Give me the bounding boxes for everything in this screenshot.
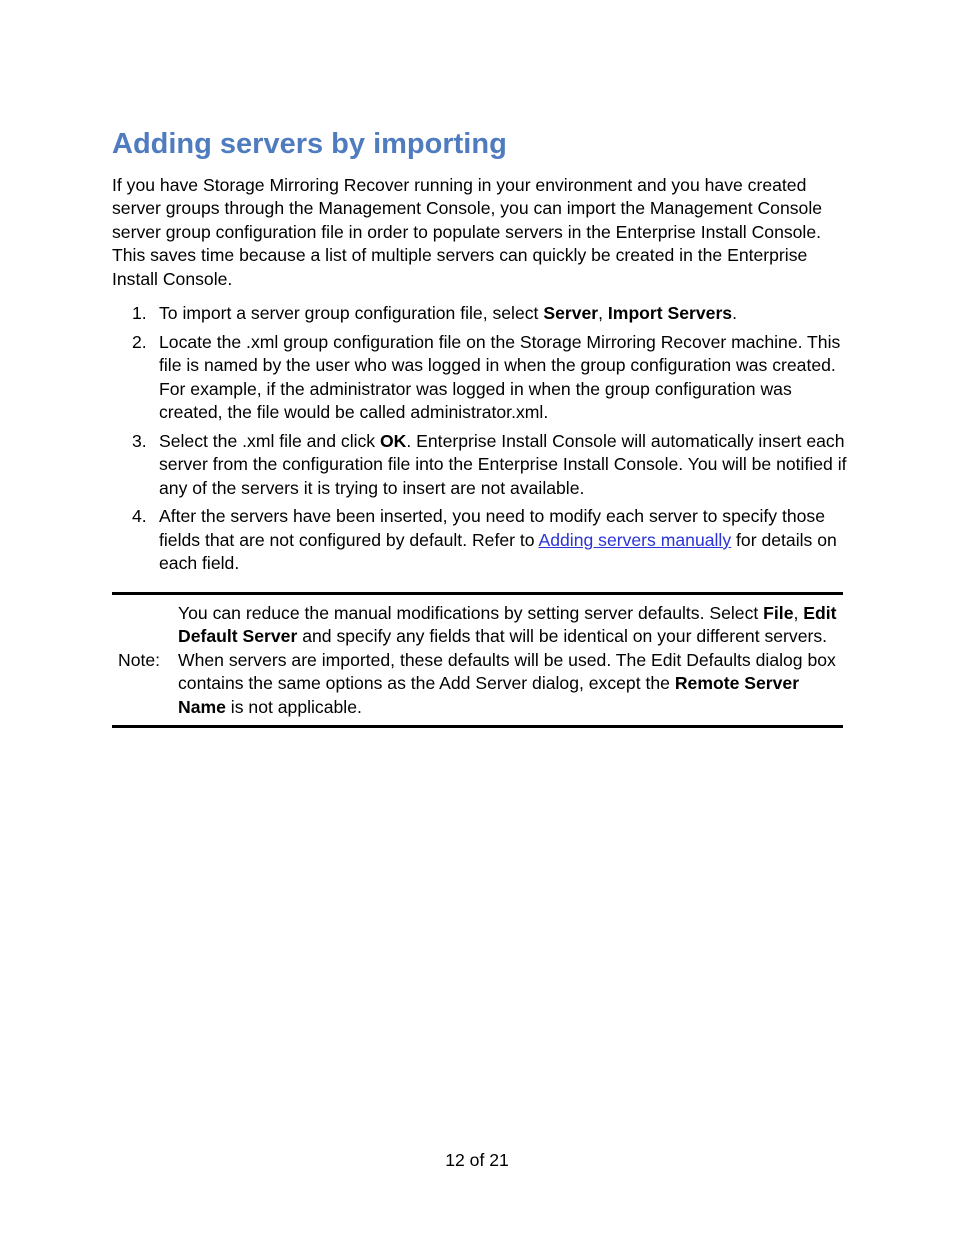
- note-text-part: and specify any fields that will be identical on your different servers. When servers are imported, these defaults will be used. The Edit Defaults dialog box contains the same options as the Add Server dialog, except the: [178, 626, 836, 694]
- step-item-4: [112, 505, 847, 575]
- step-number: 2.: [132, 331, 147, 352]
- note-label: Note:: [118, 650, 161, 670]
- step-number: 3.: [132, 430, 147, 451]
- menu-name-server: Server: [543, 303, 599, 323]
- page-title: Adding servers by importing: [112, 128, 507, 160]
- menu-name-file: File: [763, 603, 794, 623]
- step-text: ,: [598, 303, 608, 323]
- step-number: 4.: [132, 506, 147, 527]
- step-text: .: [732, 303, 737, 323]
- step-text: After the servers have been inserted, you need to modify each server to specify those fields that are not configured by default. Refer to: [159, 506, 825, 550]
- note-text: [178, 602, 842, 719]
- step-text: . Enterprise Install Console will automatically insert each server from the configuration file into the Enterprise Install Console. You will be notified if any of the servers it is trying to insert are not available.: [159, 430, 847, 498]
- note-text-part: You can reduce the manual modifications by setting server defaults. Select: [178, 603, 764, 623]
- field-name-remote-server-name: Remote Server Name: [178, 673, 800, 717]
- step-text: To import a server group configuration file, select: [159, 303, 544, 323]
- adding-servers-manually-link[interactable]: Adding servers manually: [538, 529, 732, 550]
- note-box: [112, 592, 843, 728]
- note-text-part: is not applicable.: [225, 696, 362, 717]
- step-item-1: [112, 302, 847, 325]
- step-text: Select the .xml file and click: [159, 430, 380, 451]
- step-item-3: [112, 430, 847, 500]
- intro-paragraph: If you have Storage Mirroring Recover running in your environment and you have created server groups through the Management Console, you can import the Management Console server group configuration file in order to populate servers in the Enterprise Install Console. This saves time because a list of multiple servers can quickly be created in the Enterprise Install Console.: [112, 175, 823, 289]
- button-name-ok: OK: [380, 430, 407, 451]
- step-item-2: [112, 331, 847, 425]
- step-number: 1.: [132, 303, 147, 323]
- steps-list: [112, 302, 847, 581]
- note-text-part: ,: [793, 603, 804, 623]
- step-text: for details on each field.: [159, 529, 837, 574]
- step-text: Locate the .xml group configuration file on the Storage Mirroring Recover machine. This file is named by the user who was logged in when the group configuration was created. For example, if the administrator was logged in when the group configuration was created, the file would be called administrator.xml.: [159, 331, 841, 423]
- page-number: 12 of 21: [445, 1150, 509, 1170]
- menu-item-import-servers: Import Servers: [607, 303, 733, 323]
- menu-item-edit-default-server: Edit Default Server: [178, 603, 837, 647]
